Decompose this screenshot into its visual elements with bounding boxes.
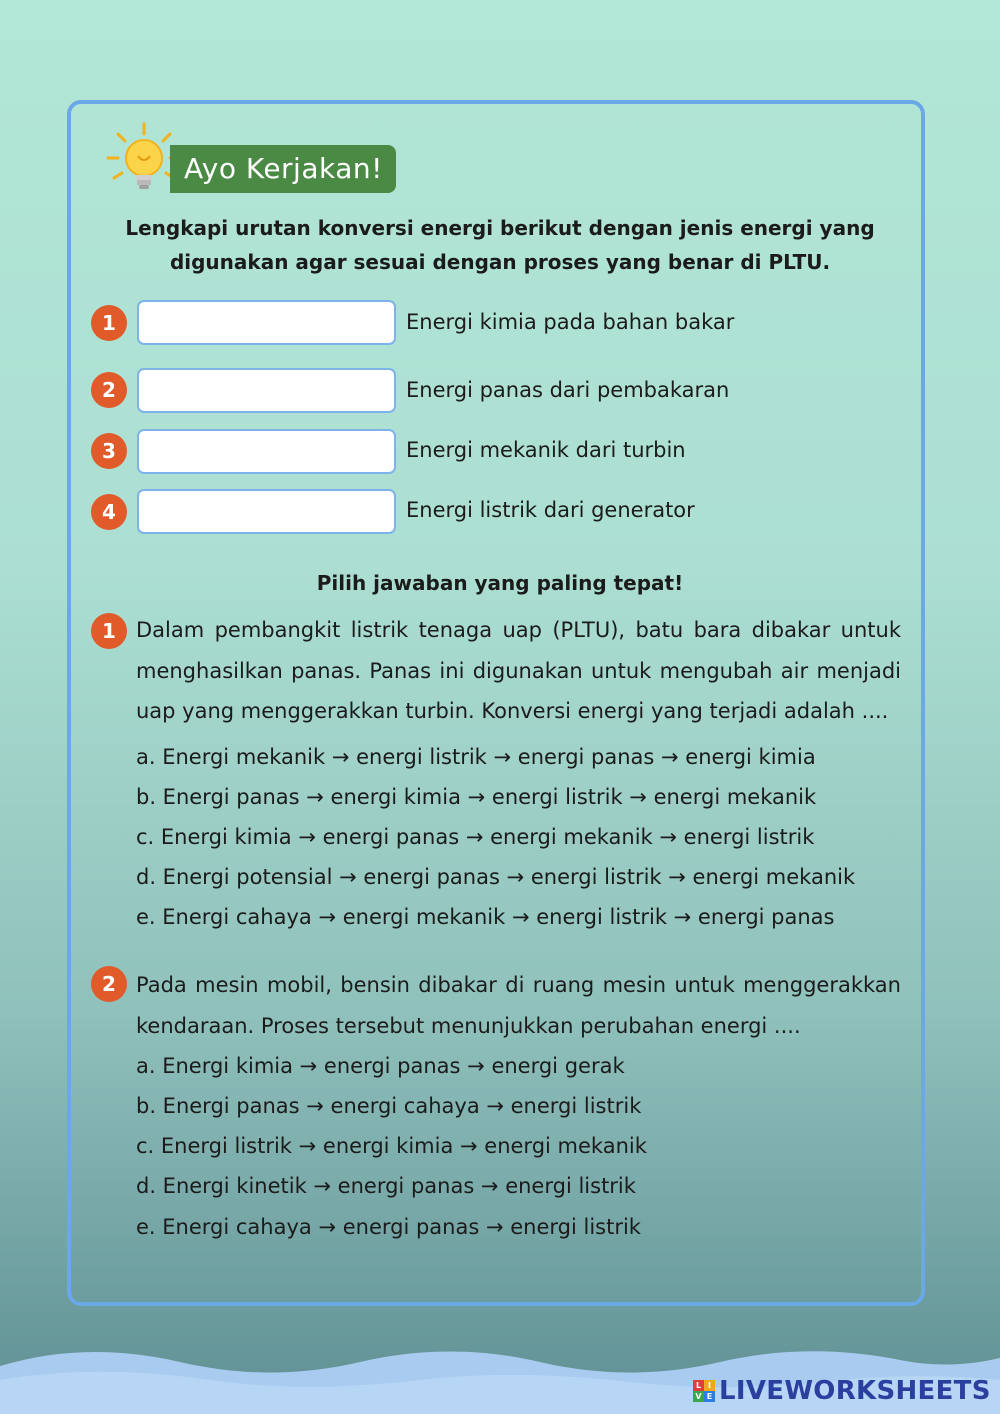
item-label: Energi kimia pada bahan bakar <box>406 310 735 334</box>
answer-input-3[interactable] <box>137 429 396 474</box>
item-label: Energi listrik dari generator <box>406 498 695 522</box>
answer-option[interactable]: b. Energi panas → energi cahaya → energi listrik <box>136 1094 642 1118</box>
answer-option[interactable]: a. Energi kimia → energi panas → energi gerak <box>136 1054 625 1078</box>
item-number-badge: 4 <box>91 494 127 530</box>
answer-option[interactable]: e. Energi cahaya → energi panas → energi listrik <box>136 1215 641 1239</box>
answer-option[interactable]: d. Energi potensial → energi panas → energi listrik → energi mekanik <box>136 865 856 889</box>
question-number-badge: 2 <box>91 966 127 1002</box>
answer-input-4[interactable] <box>137 489 396 534</box>
question-text: Dalam pembangkit listrik tenaga uap (PLTU), batu bara dibakar untuk menghasilkan panas. Panas ini digunakan untuk mengubah air menjadi uap yang menggerakkan turbin. Konversi energi yang terjadi adalah .... <box>136 618 901 723</box>
fill-instruction: Lengkapi urutan konversi energi berikut dengan jenis energi yang digunakan agar sesuai dengan proses yang benar di PLTU. <box>125 216 875 274</box>
item-number-badge: 2 <box>91 372 127 408</box>
question-number-badge: 1 <box>91 613 127 649</box>
answer-option[interactable]: d. Energi kinetik → energi panas → energi listrik <box>136 1174 636 1198</box>
item-number-badge: 1 <box>91 305 127 341</box>
liveworksheets-logo <box>693 1376 991 1406</box>
liveworksheets-logo-mark: L I V E <box>693 1380 715 1402</box>
answer-input-1[interactable] <box>137 300 396 345</box>
answer-option[interactable]: a. Energi mekanik → energi listrik → energi panas → energi kimia <box>136 745 816 769</box>
item-label: Energi mekanik dari turbin <box>406 438 686 462</box>
answer-option[interactable]: e. Energi cahaya → energi mekanik → energi listrik → energi panas <box>136 905 835 929</box>
item-label: Energi panas dari pembakaran <box>406 378 730 402</box>
choice-instruction: Pilih jawaban yang paling tepat! <box>316 571 684 595</box>
answer-option[interactable]: c. Energi listrik → energi kimia → energi mekanik <box>136 1134 647 1158</box>
question-text: Pada mesin mobil, bensin dibakar di ruang mesin untuk menggerakkan kendaraan. Proses tersebut menunjukkan perubahan energi .... <box>136 973 901 1038</box>
answer-option[interactable]: c. Energi kimia → energi panas → energi mekanik → energi listrik <box>136 825 815 849</box>
answer-option[interactable]: b. Energi panas → energi kimia → energi listrik → energi mekanik <box>136 785 817 809</box>
item-number-badge: 3 <box>91 433 127 469</box>
answer-input-2[interactable] <box>137 368 396 413</box>
section-title-banner: Ayo Kerjakan! <box>170 145 396 193</box>
brand-name: LIVEWORKSHEETS <box>719 1376 991 1406</box>
